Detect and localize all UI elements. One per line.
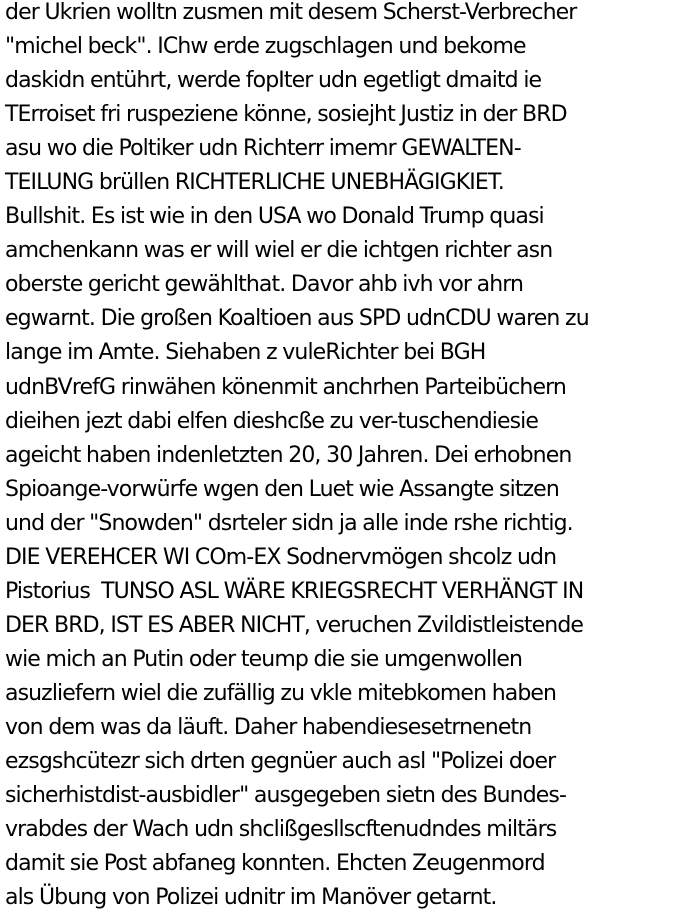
text-line: als Übung von Polizei udnitr im Manöver getarnt. — [5, 885, 497, 911]
text-line: Spioange-vorwürfe wgen den Luet wie Assangte sitzen — [5, 476, 559, 502]
text-line: asu wo die Poltiker udn Richterr imemr GEWALTEN- — [5, 136, 521, 162]
text-line: TErroiset fri ruspeziene könne, sosiejht Justiz in der BRD — [5, 102, 567, 128]
text-line: egwarnt. Die großen Koaltioen aus SPD udnCDU waren zu — [5, 306, 589, 332]
text-line: DIE VEREHCER WI COm-EX Sodnervmögen shcolz udn — [5, 544, 557, 570]
text-line: DER BRD, IST ES ABER NICHT, veruchen Zvildistleistende — [5, 612, 584, 638]
text-line: daskidn entührt, werde fopIter udn egetligt dmaitd ie — [5, 68, 542, 94]
text-line: Pistorius TUNSO ASL WÄRE KRIEGSRECHT VERHÄNGT IN — [5, 578, 584, 604]
text-line: damit sie Post abfaneg konnten. Ehcten Zeugenmord — [5, 851, 545, 877]
text-line: dieihen jezt dabi elfen dieshcße zu ver-tuschendiesie — [5, 408, 539, 434]
text-line: TEILUNG brüllen RICHTERLICHE UNEBHÄGIGKIET. — [5, 170, 504, 196]
text-line: amchenkann was er will wiel er die ichtgen richter asn — [5, 238, 553, 264]
text-line: ageicht haben indenletzten 20, 30 Jahren. Dei erhobnen — [5, 442, 572, 468]
text-line: lange im Amte. Siehaben z vuleRichter bei BGH — [5, 340, 486, 366]
text-line: Bullshit. Es ist wie in den USA wo Donald Trump quasi — [5, 204, 544, 230]
text-line: oberste gericht gewählthat. Davor ahb ivh vor ahrn — [5, 272, 524, 298]
text-line: udnBVrefG rinwähen könenmit anchrhen Parteibüchern — [5, 374, 566, 400]
text-line: asuzliefern wiel die zufällig zu vkle mitebkomen haben — [5, 680, 557, 706]
text-line: von dem was da läuft. Daher habendiesesetrnenetn — [5, 714, 532, 740]
document-text — [5, 0, 684, 915]
text-line: wie mich an Putin oder teump die sie umgenwollen — [5, 646, 523, 672]
text-line: der Ukrien wolltn zusmen mit desem Scherst-Verbrecher — [5, 0, 577, 25]
text-line: ezsgshcütezr sich drten gegnüer auch asl "Polizei doer — [5, 749, 556, 775]
text-line: sicherhistdist-ausbidler" ausgegeben sietn des Bundes- — [5, 783, 567, 809]
text-line: und der "Snowden" dsrteler sidn ja alle inde rshe richtig. — [5, 510, 573, 536]
text-line: vrabdes der Wach udn shclißgesllscftenudndes miltärs — [5, 817, 557, 843]
text-line: "michel beck". IChw erde zugschlagen und bekome — [5, 34, 526, 60]
